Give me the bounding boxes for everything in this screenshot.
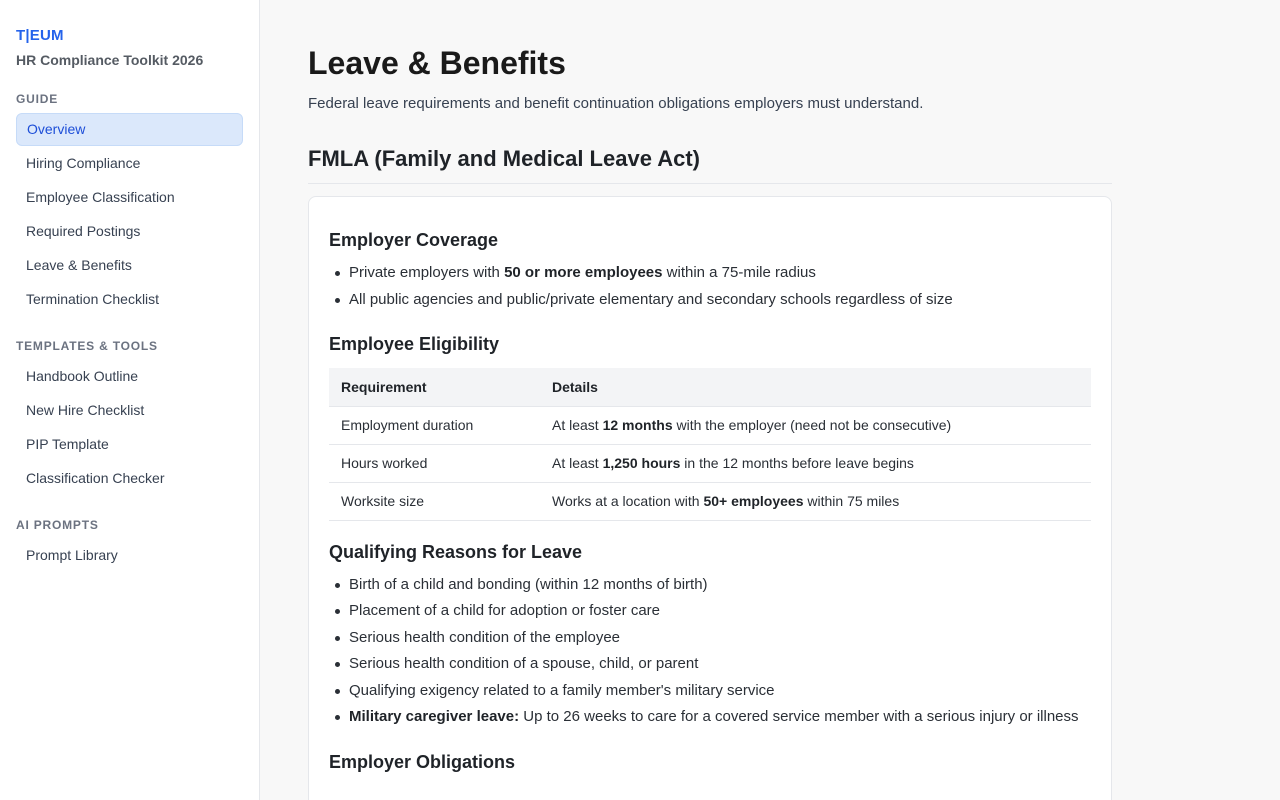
page-description: Federal leave requirements and benefit continuation obligations employers must understand. [308,95,924,112]
list-item: Military caregiver leave: Up to 26 weeks to care for a covered service member with a serious injury or illness [349,704,1091,731]
list-item: Serious health condition of a spouse, child, or parent [349,651,1091,678]
cell-details: Works at a location with 50+ employees within 75 miles [540,482,1091,520]
brand-logo[interactable]: T|EUM [16,27,64,44]
heading-employee-eligibility: Employee Eligibility [329,334,500,354]
list-item: Birth of a child and bonding (within 12 months of birth) [349,572,1091,599]
sidebar-item-hiring-compliance[interactable]: Hiring Compliance [26,155,141,171]
sidebar-item-employee-classification[interactable]: Employee Classification [26,189,175,205]
list-item: Private employers with 50 or more employees within a 75-mile radius [349,260,1091,287]
eligibility-table [329,368,1091,521]
sidebar-item-new-hire-checklist[interactable]: New Hire Checklist [26,402,145,418]
nav-section-templates-tools: TEMPLATES & TOOLS [16,339,158,353]
cell-details: At least 1,250 hours in the 12 months before leave begins [540,444,1091,482]
heading-employer-obligations: Employer Obligations [329,751,516,772]
reasons-list [329,572,1091,731]
cell-details: At least 12 months with the employer (need not be consecutive) [540,406,1091,444]
cell-requirement: Worksite size [329,482,540,520]
list-item: All public agencies and public/private elementary and secondary schools regardless of size [349,287,1091,314]
sidebar-item-pip-template[interactable]: PIP Template [26,436,109,452]
cell-requirement: Employment duration [329,406,540,444]
table-row [329,482,1091,520]
nav-section-ai-prompts: AI PROMPTS [16,518,99,532]
sidebar-item-termination-checklist[interactable]: Termination Checklist [26,291,160,307]
column-header-details: Details [540,368,1091,406]
list-item: Placement of a child for adoption or foster care [349,598,1091,625]
table-header-row [329,368,1091,406]
sidebar-item-required-postings[interactable]: Required Postings [26,223,141,239]
fmla-card [308,196,1112,800]
list-item: Serious health condition of the employee [349,625,1091,652]
nav-section-guide: GUIDE [16,92,59,106]
table-row [329,406,1091,444]
section-title-fmla: FMLA (Family and Medical Leave Act) [308,144,1112,184]
page-title: Leave & Benefits [308,45,566,81]
list-item: Qualifying exigency related to a family member's military service [349,678,1091,705]
sidebar-item-classification-checker[interactable]: Classification Checker [26,470,165,486]
sidebar [0,0,260,800]
sidebar-item-handbook-outline[interactable]: Handbook Outline [26,368,139,384]
sidebar-item-leave-benefits[interactable]: Leave & Benefits [26,257,132,273]
heading-qualifying-reasons: Qualifying Reasons for Leave [329,541,583,562]
main-content [260,0,1280,800]
cell-requirement: Hours worked [329,444,540,482]
heading-employer-coverage: Employer Coverage [329,230,499,250]
table-row [329,444,1091,482]
sidebar-item-overview[interactable]: Overview [16,113,243,146]
sidebar-item-prompt-library[interactable]: Prompt Library [26,547,118,563]
column-header-requirement: Requirement [329,368,540,406]
toolkit-subtitle: HR Compliance Toolkit 2026 [16,52,204,68]
coverage-list [329,260,1091,313]
